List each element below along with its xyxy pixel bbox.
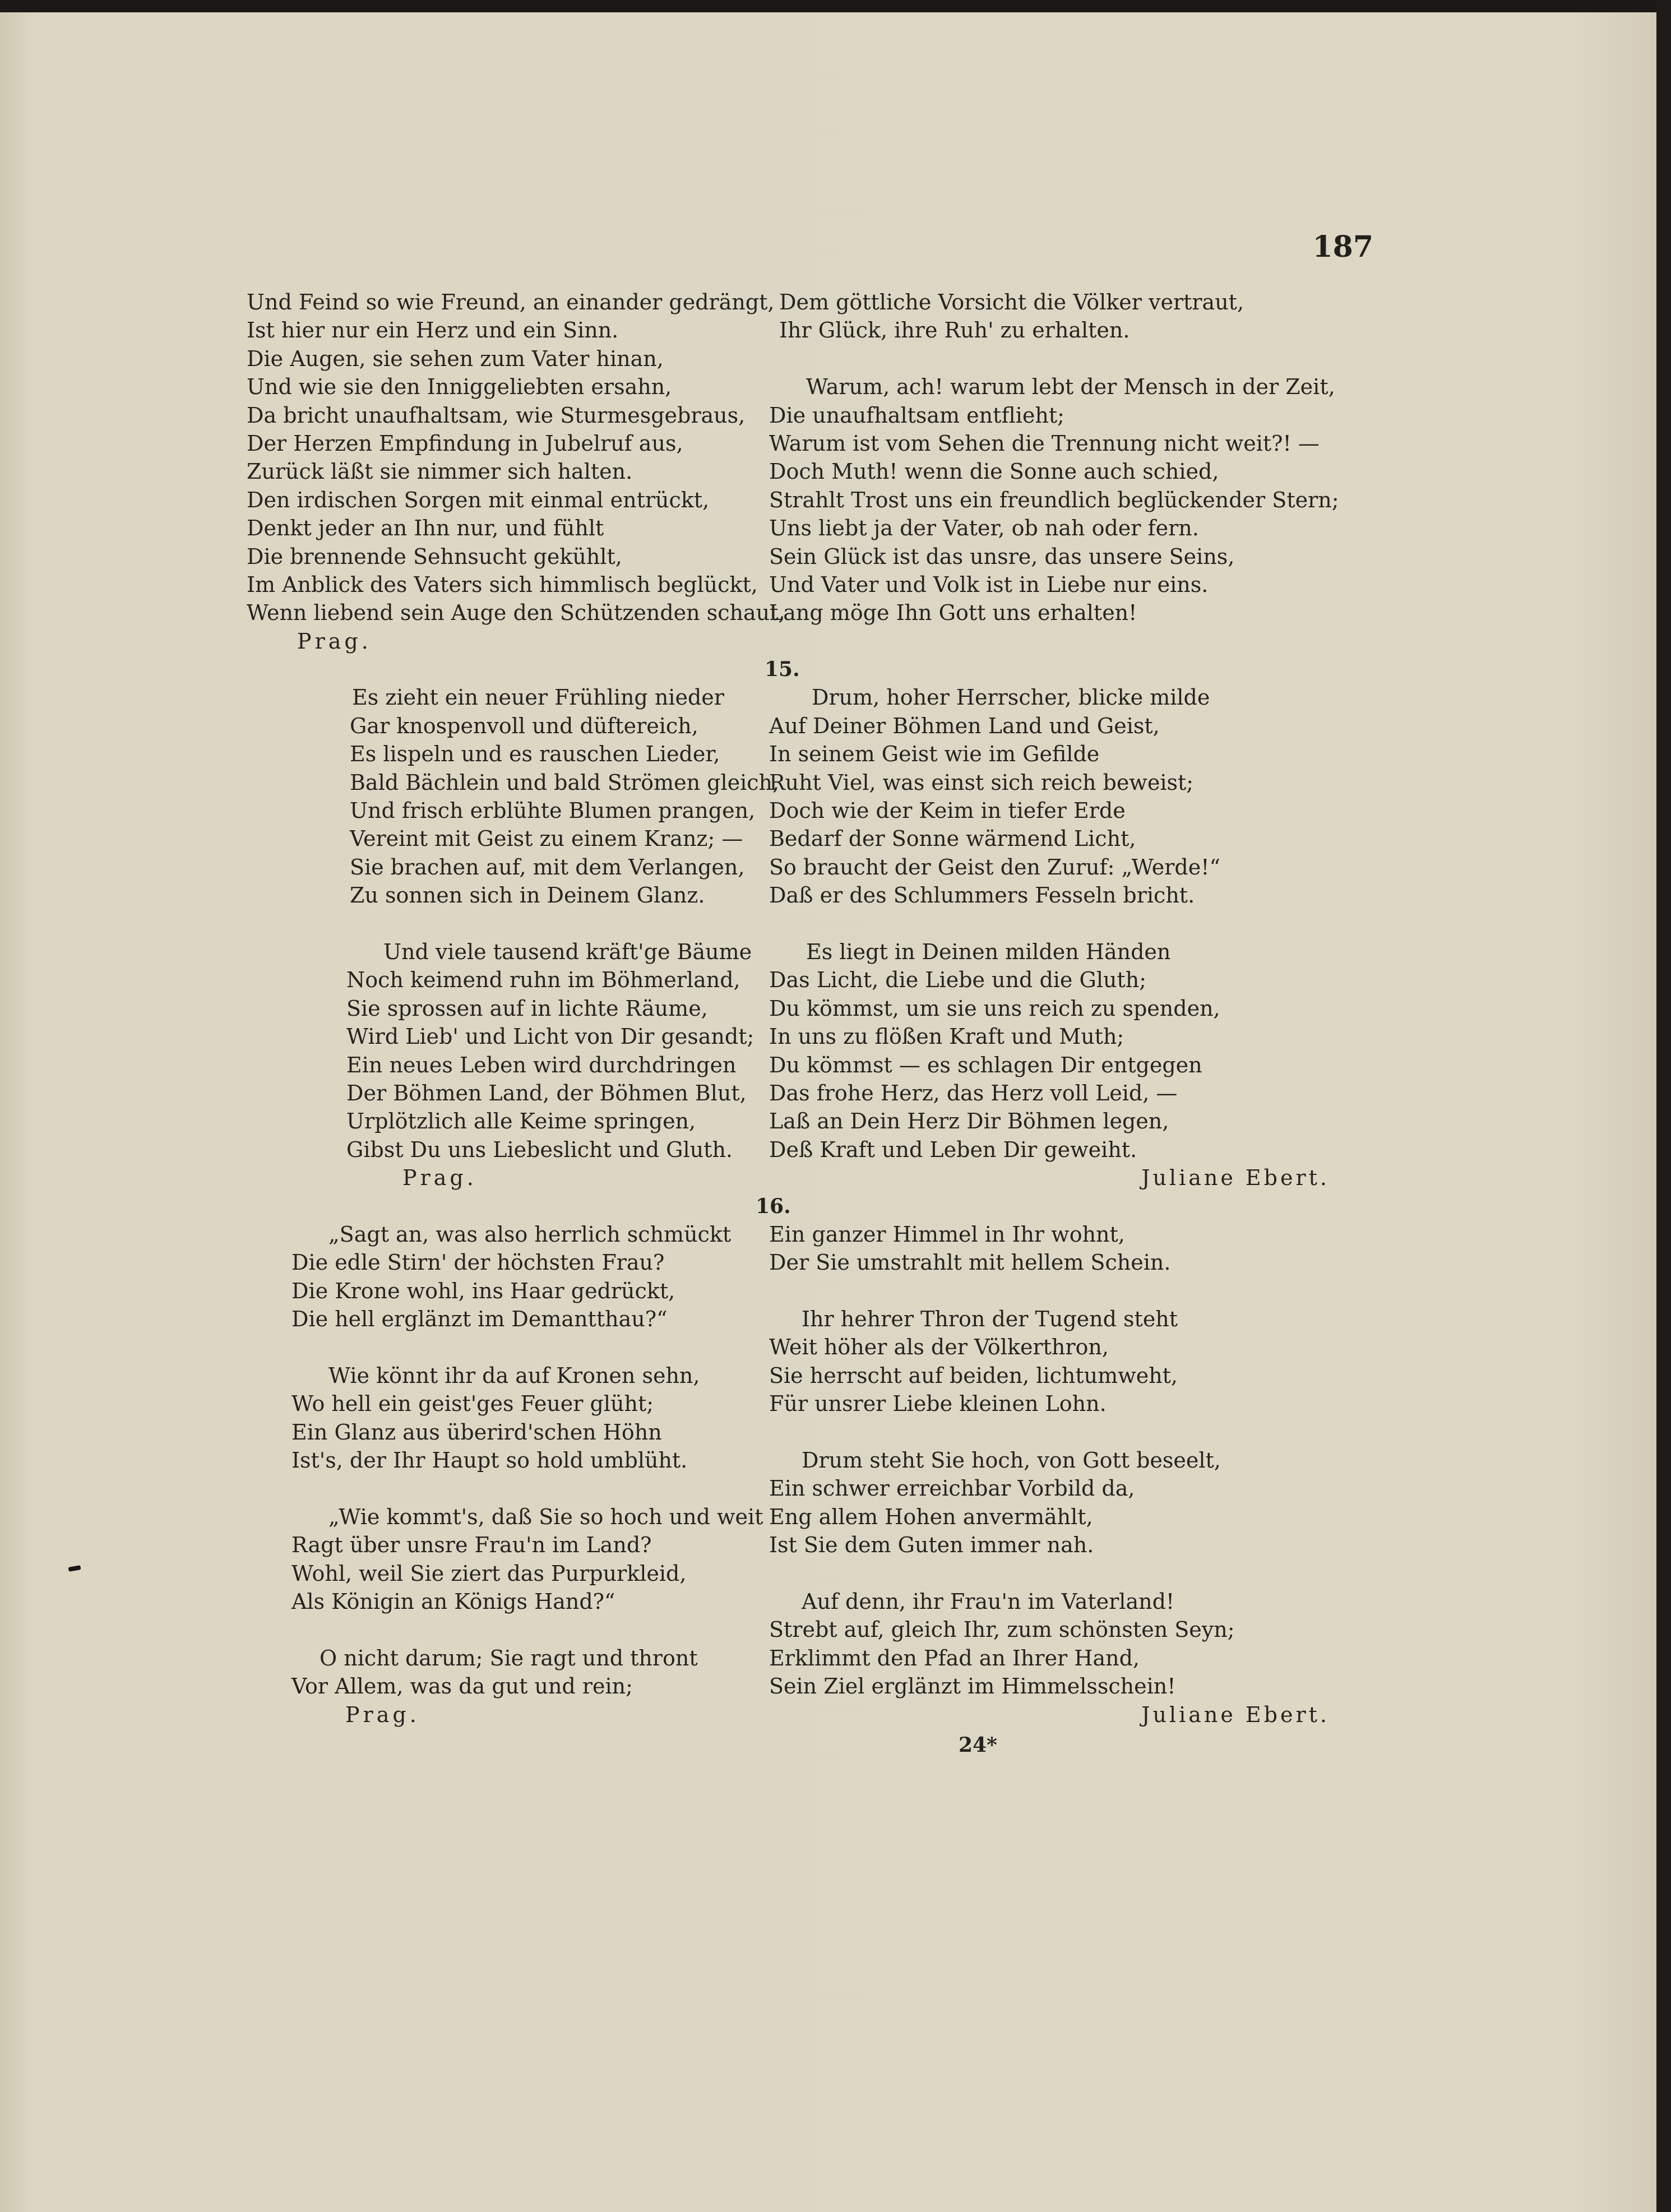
verse-line: Du kömmst — es schlagen Dir entgegen bbox=[769, 1052, 1202, 1077]
place-line: Prag. bbox=[402, 1165, 477, 1191]
stanza bbox=[769, 938, 1330, 1164]
verse-line: Die hell erglänzt im Demantthau?“ bbox=[291, 1307, 668, 1332]
book-page bbox=[0, 12, 1656, 2212]
verse-line: Doch Muth! wenn die Sonne auch schied, bbox=[769, 459, 1219, 484]
verse-line: Ein neues Leben wird durchdringen bbox=[346, 1052, 737, 1077]
stanza bbox=[247, 683, 780, 909]
verse-line: Und Feind so wie Freund, an einander gedrängt, bbox=[247, 290, 775, 314]
verse-line: Vor Allem, was da gut und rein; bbox=[291, 1674, 633, 1699]
verse-line: Wie könnt ihr da auf Kronen sehn, bbox=[328, 1363, 700, 1388]
verse-line: Zurück läßt sie nimmer sich halten. bbox=[247, 459, 633, 484]
verse-line: Sie brachen auf, mit dem Verlangen, bbox=[350, 854, 745, 880]
verse-line: Doch wie der Keim in tiefer Erde bbox=[769, 798, 1126, 823]
verse-line: Ihr Glück, ihre Ruh' zu erhalten. bbox=[779, 318, 1130, 343]
verse-line: Im Anblick des Vaters sich himmlisch beglückt, bbox=[247, 572, 758, 597]
verse-line: Drum, hoher Herrscher, blicke milde bbox=[812, 685, 1210, 710]
verse-line: Noch keimend ruhn im Böhmerland, bbox=[346, 968, 740, 993]
author-signature: Juliane Ebert. bbox=[1141, 1165, 1330, 1191]
verse-line: Du kömmst, um sie uns reich zu spenden, bbox=[769, 996, 1220, 1021]
verse-line: Denkt jeder an Ihn nur, und fühlt bbox=[247, 516, 604, 541]
place-line: Prag. bbox=[345, 1702, 420, 1727]
verse-line: Die Augen, sie sehen zum Vater hinan, bbox=[247, 346, 664, 371]
verse-line: Erklimmt den Pfad an Ihrer Hand, bbox=[769, 1645, 1140, 1670]
verse-line: Bald Bächlein und bald Strömen gleich, bbox=[350, 770, 780, 795]
verse-line: In seinem Geist wie im Gefilde bbox=[769, 742, 1100, 767]
verse-line: Ein Glanz aus überird'schen Höhn bbox=[291, 1419, 662, 1445]
verse-line: Zu sonnen sich in Deinem Glanz. bbox=[350, 883, 705, 908]
verse-line: Der Böhmen Land, der Böhmen Blut, bbox=[346, 1080, 747, 1105]
verse-line: In uns zu flößen Kraft und Muth; bbox=[769, 1024, 1124, 1049]
stanza bbox=[769, 1220, 1330, 1277]
verse-line: Es liegt in Deinen milden Händen bbox=[806, 939, 1171, 964]
verse-line: Ist's, der Ihr Haupt so hold umblüht. bbox=[291, 1448, 688, 1473]
signature-mark: 24* bbox=[959, 1733, 997, 1757]
verse-line: Wenn liebend sein Auge den Schützenden schaut, bbox=[247, 600, 785, 626]
verse-line: Strahlt Trost uns ein freundlich beglückender Stern; bbox=[769, 487, 1339, 512]
verse-line: Lang möge Ihn Gott uns erhalten! bbox=[769, 600, 1137, 626]
stanza bbox=[247, 1362, 762, 1475]
verse-line: Sie sprossen auf in lichte Räume, bbox=[346, 996, 708, 1021]
verse-line: Der Herzen Empfindung in Jubelruf aus, bbox=[247, 431, 683, 456]
stanza bbox=[769, 288, 1330, 345]
scan-right-edge bbox=[1656, 0, 1671, 2212]
verse-line: Daß er des Schlummers Fesseln bricht. bbox=[769, 883, 1195, 908]
verse-line: Warum ist vom Sehen die Trennung nicht weit?! — bbox=[769, 431, 1320, 456]
verse-line: Ein ganzer Himmel in Ihr wohnt, bbox=[769, 1221, 1125, 1247]
verse-line: Da bricht unaufhaltsam, wie Sturmesgebraus, bbox=[247, 402, 746, 428]
stanza bbox=[247, 1503, 762, 1616]
scan-top-edge bbox=[0, 0, 1671, 12]
verse-line: Sein Glück ist das unsre, das unsere Seins, bbox=[769, 544, 1235, 569]
verse-line: Gibst Du uns Liebeslicht und Gluth. bbox=[346, 1137, 733, 1162]
stanza bbox=[769, 373, 1339, 627]
verse-line: Gar knospenvoll und düftereich, bbox=[350, 713, 698, 738]
verse-line: Dem göttliche Vorsicht die Völker vertraut, bbox=[779, 290, 1244, 314]
verse-line: So braucht der Geist den Zuruf: „Werde!“ bbox=[769, 854, 1220, 880]
verse-line: Auf Deiner Böhmen Land und Geist, bbox=[769, 713, 1160, 738]
verse-line: Für unsrer Liebe kleinen Lohn. bbox=[769, 1391, 1107, 1417]
page-number: 187 bbox=[1312, 230, 1373, 264]
verse-line: Ragt über unsre Frau'n im Land? bbox=[291, 1533, 652, 1558]
verse-line: Ruht Viel, was einst sich reich beweist; bbox=[769, 770, 1194, 795]
ink-speck bbox=[68, 1565, 81, 1572]
verse-line: Weit höher als der Völkerthron, bbox=[769, 1335, 1109, 1360]
verse-line: Ist Sie dem Guten immer nah. bbox=[769, 1533, 1094, 1558]
verse-line: Die Krone wohl, ins Haar gedrückt, bbox=[291, 1278, 675, 1303]
verse-line: Deß Kraft und Leben Dir geweiht. bbox=[769, 1137, 1137, 1162]
verse-line: Der Sie umstrahlt mit hellem Schein. bbox=[769, 1250, 1171, 1275]
verse-line: Die edle Stirn' der höchsten Frau? bbox=[291, 1250, 665, 1275]
verse-line: Wohl, weil Sie ziert das Purpurkleid, bbox=[291, 1561, 687, 1586]
verse-line: Uns liebt ja der Vater, ob nah oder fern. bbox=[769, 516, 1199, 541]
verse-line: Und Vater und Volk ist in Liebe nur eins. bbox=[769, 572, 1209, 597]
verse-line: Ihr hehrer Thron der Tugend steht bbox=[802, 1307, 1178, 1332]
verse-line: „Sagt an, was also herrlich schmückt bbox=[328, 1221, 732, 1247]
verse-line: Wird Lieb' und Licht von Dir gesandt; bbox=[346, 1024, 755, 1049]
verse-line: Auf denn, ihr Frau'n im Vaterland! bbox=[802, 1589, 1175, 1614]
verse-line: Die brennende Sehnsucht gekühlt, bbox=[247, 544, 622, 569]
right-column bbox=[756, 288, 1339, 1759]
verse-line: Es lispeln und es rauschen Lieder, bbox=[350, 742, 720, 767]
verse-line: Den irdischen Sorgen mit einmal entrückt, bbox=[247, 487, 710, 512]
verse-line: Warum, ach! warum lebt der Mensch in der Zeit, bbox=[806, 374, 1335, 400]
verse-line: „Wie kommt's, daß Sie so hoch und weit bbox=[328, 1504, 763, 1529]
stanza bbox=[769, 1305, 1330, 1418]
verse-line: Sie herrscht auf beiden, lichtumweht, bbox=[769, 1363, 1178, 1388]
verse-line: Ein schwer erreichbar Vorbild da, bbox=[769, 1476, 1135, 1501]
verse-line: Wo hell ein geist'ges Feuer glüht; bbox=[291, 1391, 654, 1417]
verse-line: Es zieht ein neuer Frühling nieder bbox=[352, 685, 724, 710]
place-line: Prag. bbox=[297, 628, 372, 654]
stanza bbox=[247, 1220, 762, 1334]
stanza bbox=[247, 938, 762, 1164]
stanza bbox=[769, 1446, 1330, 1559]
verse-line: Als Königin an Königs Hand?“ bbox=[291, 1589, 615, 1614]
verse-line: Und viele tausend kräft'ge Bäume bbox=[383, 939, 752, 964]
verse-line: Eng allem Hohen anvermählt, bbox=[769, 1504, 1093, 1529]
verse-line: Laß an Dein Herz Dir Böhmen legen, bbox=[769, 1109, 1169, 1134]
verse-line: Vereint mit Geist zu einem Kranz; — bbox=[350, 826, 743, 852]
verse-line: Drum steht Sie hoch, von Gott beseelt, bbox=[802, 1448, 1221, 1473]
verse-line: Die unaufhaltsam entflieht; bbox=[769, 402, 1064, 428]
stanza bbox=[769, 683, 1330, 909]
verse-line: Sein Ziel erglänzt im Himmelsschein! bbox=[769, 1674, 1176, 1699]
verse-line: Ist hier nur ein Herz und ein Sinn. bbox=[247, 318, 619, 343]
stanza bbox=[247, 1644, 762, 1701]
stanza bbox=[247, 288, 785, 627]
stanza bbox=[769, 1588, 1330, 1701]
verse-line: Und frisch erblühte Blumen prangen, bbox=[350, 798, 756, 823]
author-signature: Juliane Ebert. bbox=[1141, 1702, 1330, 1727]
verse-line: Das Licht, die Liebe und die Gluth; bbox=[769, 968, 1147, 993]
verse-line: Bedarf der Sonne wärmend Licht, bbox=[769, 826, 1136, 852]
verse-line: Das frohe Herz, das Herz voll Leid, — bbox=[769, 1080, 1178, 1105]
poem-number: 16. bbox=[756, 1194, 791, 1218]
verse-line: Strebt auf, gleich Ihr, zum schönsten Seyn; bbox=[769, 1617, 1235, 1642]
verse-line: Und wie sie den Inniggeliebten ersahn, bbox=[247, 374, 672, 400]
verse-line: O nicht darum; Sie ragt und thront bbox=[320, 1645, 698, 1670]
verse-line: Urplötzlich alle Keime springen, bbox=[346, 1109, 696, 1134]
poem-number: 15. bbox=[765, 658, 800, 682]
